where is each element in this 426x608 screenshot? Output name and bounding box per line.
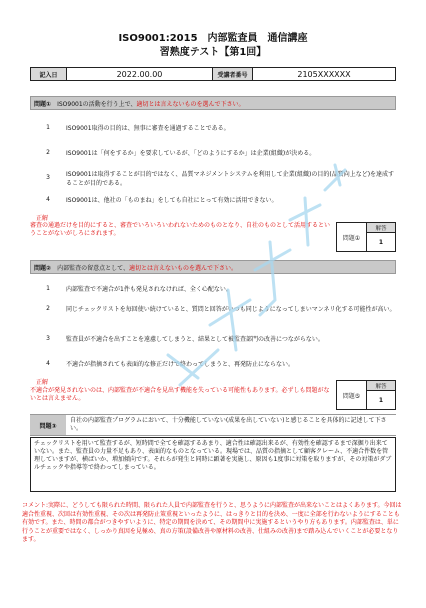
- q2-answer-value: 1: [378, 396, 384, 404]
- question1-text: ISO9001の活動を行う上で、: [57, 100, 137, 108]
- q2-option-number: 4: [46, 360, 50, 367]
- id-value: 2105XXXXXX: [297, 69, 351, 79]
- question2-bar: [30, 260, 396, 274]
- question3-number: 問題③: [30, 415, 66, 435]
- q1-answer-box: [336, 222, 396, 252]
- q2-option: [30, 305, 396, 314]
- q2-option-number: 2: [46, 305, 50, 312]
- question2-number: 問題②: [34, 264, 52, 272]
- q2-option-text: 内部監査で不適合が1件も発見されなければ、全く心配ない。: [66, 286, 232, 293]
- q1-answer-label: 問題①: [337, 223, 367, 251]
- q2-option-text: 監査員が不適合を出すことを遠慮してしまうと、結果として被監査部門の改善につながらない。: [66, 336, 324, 343]
- q2-option-number: 1: [46, 285, 50, 292]
- q2-answer-label: 問題⑤: [337, 381, 367, 409]
- q1-option-text: ISO9001は取得することが目的ではなく、品質マネジメントシステムを利用して企業(組織)の目的(品質向上など)を達成することが目的である。: [66, 171, 395, 187]
- q1-option-text: ISO9001は「何をするか」を要求しているが、「どのようにするか」は企業(組織)が決める。: [66, 150, 316, 157]
- q2-option: [30, 335, 396, 344]
- q1-option-text: ISO9001は、他社の「ものまね」をしても自社にとって有効に活用できない。: [66, 197, 278, 204]
- sample-watermark: [140, 150, 370, 410]
- question3-text: 自社の内部監査プログラムにおいて、十分機能していない(成果を出していない)と感じることを具体的に記述して下さい。: [70, 417, 387, 432]
- q2-answer-box: [336, 380, 396, 410]
- question1-number: 問題①: [34, 100, 52, 108]
- title-line1: ISO9001:2015 内部監査員 通信講座: [118, 33, 308, 44]
- q2-answer-head: 解答: [367, 381, 395, 391]
- q1-option: [30, 170, 396, 188]
- q2-correct-label: 正解: [36, 379, 49, 386]
- q2-option: [30, 285, 396, 294]
- id-label: 受講者番号: [213, 68, 253, 80]
- question2-text-red: 適切とは言えないものを選んで下さい。: [128, 264, 237, 272]
- title-line2: 習熟度テスト【第1回】: [159, 47, 267, 58]
- date-label: 記入日: [31, 68, 67, 80]
- q2-option-text: 不適合が指摘されても表面的な修正だけで終わってしまうと、再発防止にならない。: [66, 361, 294, 368]
- question3-answer: チェックリストを用いて監査するが、短時間で全てを確認するあまり、適合性は確認出来るが、有効性を確認するまで深掘り出来ていない。また、監査員の力量不足もあり、表面的なものとなっている。現場では、品質の指摘として顧客クレーム、不適合件数を管理していますが、横ばいか、増加傾向です。それらが発生と同時に顕著を実施し、原因も1度事に対策を取りますが、その対策がダブルチェックや指導等で終わってしまっている。: [30, 437, 396, 492]
- q2-option: [30, 360, 396, 369]
- q1-correct-label: 正解: [36, 215, 49, 222]
- q1-option-text: ISO9001取得の目的は、無事に審査を通過することである。: [66, 125, 230, 132]
- q1-answer-value: 1: [378, 238, 384, 246]
- q1-explanation: 審査の通過だけを目的にすると、審査でいろいろいわれないためのものとなり、自社のものとして活用するということがないがしろにされます。: [30, 222, 331, 237]
- reviewer-comment: コメント:実際に、どうしても限られた時間、限られた人員で内部監査を行うと、思うように内部監査が出来ないことはよくあります。今回は適合性重視、次回は有効性重視、その次は再発防止策重視といったように、はっきりと目的を決め、一度に全部を行わないようにすることも有効です。また、時間の都合がつきやすいように、特定の期間を決めて、その期間中に実施するというやり方もあります。内部監査は、単に行うことが重要ではなく、しっかり真因を見極め、真の方策(設備改善や原材料の改善、仕組みの改善)まで踏み込んでいくことが必要となります。: [22, 502, 402, 543]
- question3-row: [30, 414, 396, 436]
- question1-text-red: 適切とは言えないものを選んで下さい。: [136, 100, 245, 108]
- q1-option: [30, 149, 396, 158]
- q1-option: [30, 124, 396, 133]
- q1-option-number: 4: [46, 196, 50, 203]
- q1-option-number: 2: [46, 149, 50, 156]
- info-bar: [30, 67, 396, 81]
- q2-explanation: 不適合が発見されないのは、内部監査が不適合を見出す機能を失っている可能性もあります。必ずしも問題がないとは言えません。: [30, 387, 330, 402]
- question2-text: 内部監査の留意点として、: [57, 264, 129, 272]
- q1-option: [30, 196, 396, 205]
- q1-option-number: 1: [46, 124, 50, 131]
- q2-option-text: 同じチェックリストを毎回使い続けていると、質問と回答がいつも同じようになってしまいマンネリ化する可能性が高い。: [66, 306, 396, 313]
- q1-option-number: 3: [46, 174, 50, 181]
- q2-option-number: 3: [46, 335, 50, 342]
- question1-bar: [30, 96, 396, 110]
- date-value: 2022.00.00: [67, 68, 213, 80]
- q1-answer-head: 解答: [367, 223, 395, 233]
